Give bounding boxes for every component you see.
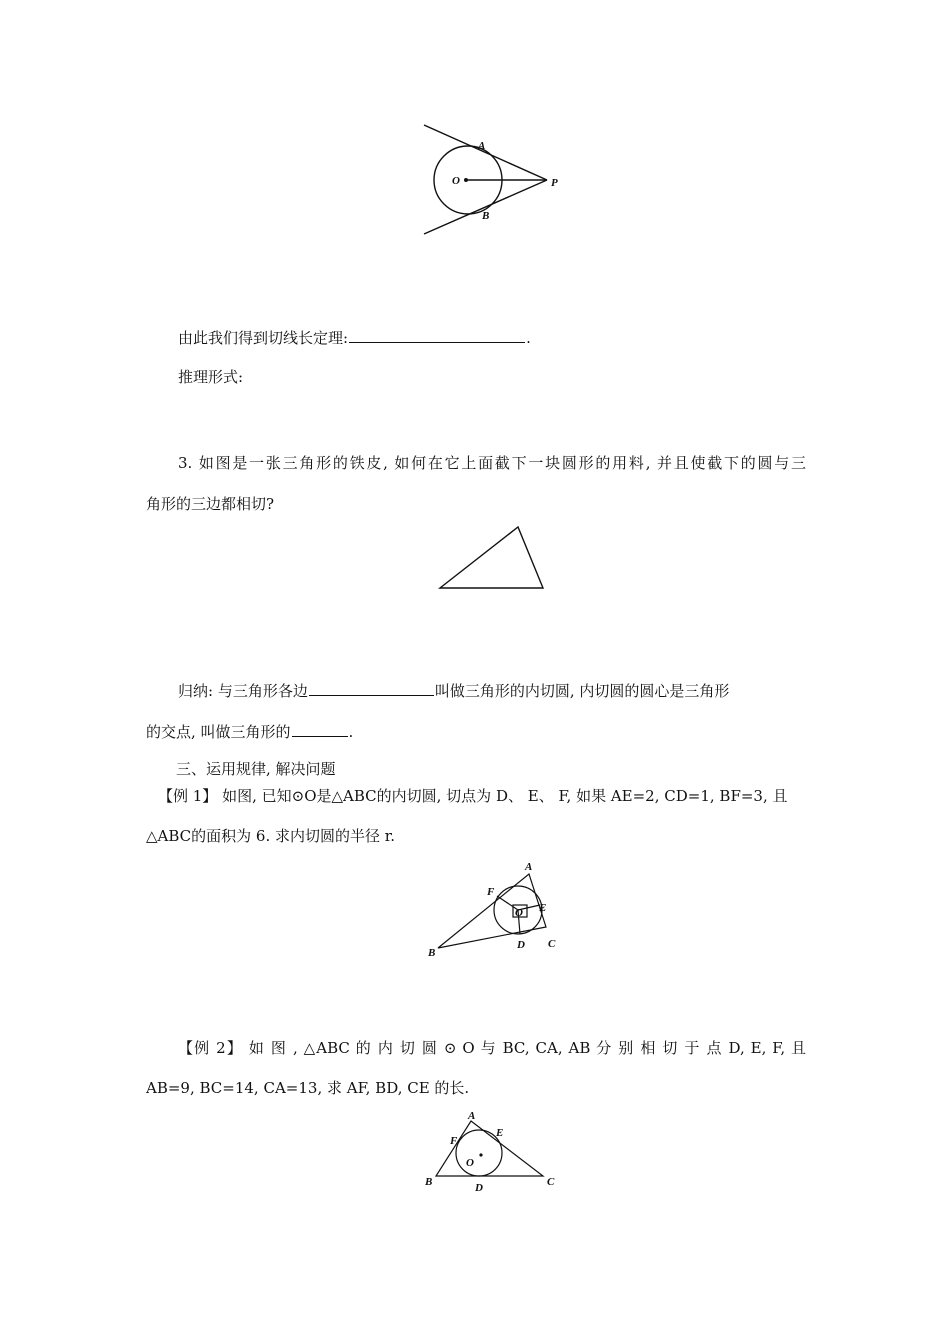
example-1-text-1: 如图, 已知⊙O是△ABC的内切圆, 切点为 D、 E、 F, 如果 AE=2, CD=1, BF=3, 且 bbox=[222, 787, 788, 805]
label-a: A bbox=[468, 1110, 476, 1122]
tangent-pa bbox=[424, 125, 547, 180]
label-f: F bbox=[450, 1135, 458, 1147]
label-b: B bbox=[428, 947, 436, 959]
summary-line-1 bbox=[178, 681, 729, 701]
question-3-line-1: 3. 如图是一张三角形的铁皮, 如何在它上面截下一块圆形的用料, 并且使截下的圆与三 bbox=[178, 454, 806, 472]
label-b: B bbox=[425, 1176, 433, 1188]
summary-blank-1 bbox=[309, 681, 434, 696]
triangle-iron-sheet bbox=[440, 527, 543, 588]
summary-line-2 bbox=[146, 722, 353, 742]
label-f: F bbox=[487, 886, 495, 898]
circle-o bbox=[434, 146, 502, 214]
theorem-end: . bbox=[526, 329, 531, 347]
label-e: E bbox=[539, 902, 547, 914]
label-o: O bbox=[452, 175, 460, 187]
example-1-line-1 bbox=[158, 786, 806, 806]
theorem-line bbox=[178, 328, 531, 348]
label-c: C bbox=[547, 1176, 555, 1188]
example-1-line-2: △ABC的面积为 6. 求内切圆的半径 r. bbox=[146, 827, 396, 845]
label-d: D bbox=[475, 1182, 483, 1194]
example-2-line-1: 【例 2】 如 图 , △ABC 的 内 切 圆 ⊙ O 与 BC, CA, AB 分 别 相 切 于 点 D, E, F, 且 bbox=[178, 1039, 806, 1057]
section-3-title: 三、运用规律, 解决问题 bbox=[176, 760, 336, 778]
center-dot bbox=[464, 178, 468, 182]
summary-blank-2 bbox=[292, 722, 348, 737]
summary-text-c: 的交点, 叫做三角形的 bbox=[146, 723, 291, 741]
summary-text-d: . bbox=[348, 723, 354, 741]
theorem-blank bbox=[349, 328, 525, 343]
center-dot-2 bbox=[479, 1153, 482, 1156]
radius-oe bbox=[518, 905, 540, 910]
label-o: O bbox=[515, 907, 523, 919]
label-o: O bbox=[466, 1157, 474, 1169]
label-e: E bbox=[496, 1127, 504, 1139]
summary-text-b: 叫做三角形的内切圆, 内切圆的圆心是三角形 bbox=[434, 682, 730, 700]
question-3-line-2: 角形的三边都相切? bbox=[146, 495, 275, 513]
label-a: A bbox=[478, 140, 486, 152]
label-a: A bbox=[525, 861, 533, 873]
label-d: D bbox=[517, 939, 525, 951]
label-p: P bbox=[551, 177, 558, 189]
triangle-abc-1 bbox=[438, 874, 546, 948]
theorem-text: 由此我们得到切线长定理: bbox=[178, 329, 349, 347]
example-1-tag: 【例 1】 bbox=[158, 787, 218, 805]
label-b: B bbox=[482, 210, 490, 222]
summary-text-a: 归纳: 与三角形各边 bbox=[178, 682, 308, 700]
incircle-1 bbox=[494, 886, 542, 934]
incircle-2 bbox=[456, 1130, 502, 1176]
example-2-line-2: AB=9, BC=14, CA=13, 求 AF, BD, CE 的长. bbox=[146, 1079, 470, 1097]
label-c: C bbox=[548, 938, 556, 950]
radius-of bbox=[497, 896, 518, 910]
tangent-pb bbox=[424, 180, 547, 234]
radius-od bbox=[518, 910, 520, 934]
center-box bbox=[513, 905, 527, 917]
triangle-abc-2 bbox=[436, 1121, 543, 1176]
reasoning-line: 推理形式: bbox=[178, 368, 244, 386]
